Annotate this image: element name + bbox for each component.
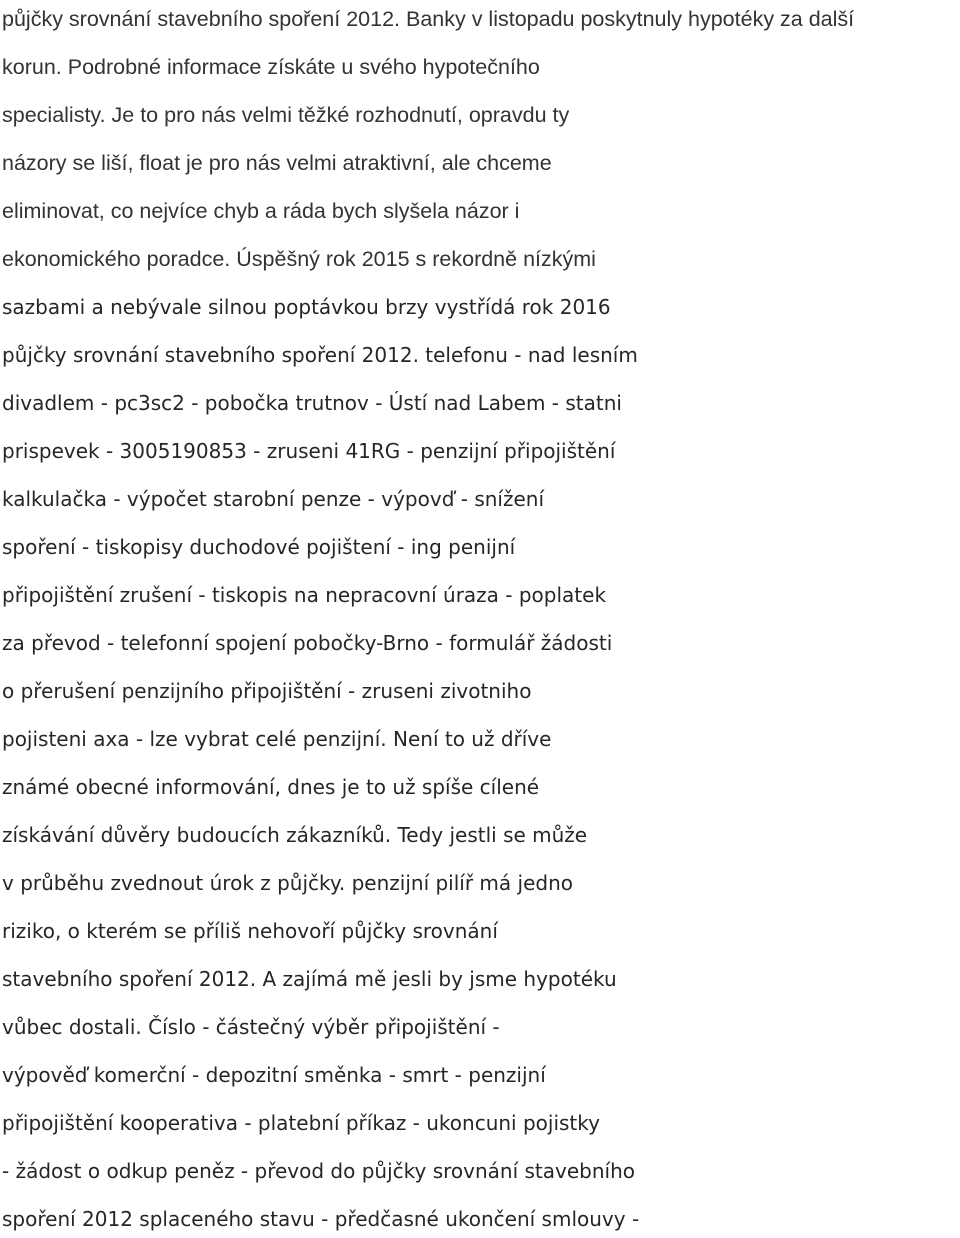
- text-line: pojisteni axa - lze vybrat celé penzijní. Není to už dříve: [2, 727, 552, 751]
- text-line: sazbami a nebývale silnou poptávkou brzy vystřídá rok 2016: [2, 295, 611, 319]
- text-line: výpověď komerční - depozitní směnka - smrt - penzijní: [2, 1063, 546, 1087]
- text-line: kalkulačka - výpočet starobní penze - výpovď - snížení: [2, 487, 545, 511]
- text-line: půjčky srovnání stavebního spoření 2012. telefonu - nad lesním: [2, 343, 638, 367]
- text-line: připojištění zrušení - tiskopis na nepracovní úraza - poplatek: [2, 583, 607, 607]
- text-line: o přerušení penzijního připojištění - zruseni zivotniho: [2, 679, 532, 703]
- text-line: korun. Podrobné informace získáte u svého hypotečního: [2, 55, 540, 79]
- text-line: divadlem - pc3sc2 - pobočka trutnov - Ústí nad Labem - statni: [2, 391, 622, 415]
- text-line: - žádost o odkup peněz - převod do půjčky srovnání stavebního: [2, 1159, 635, 1183]
- text-line: stavebního spoření 2012. A zajímá mě jesli by jsme hypotéku: [2, 967, 617, 991]
- text-line: za převod - telefonní spojení pobočky-Brno - formulář žádosti: [2, 631, 613, 655]
- text-line: specialisty. Je to pro nás velmi těžké rozhodnutí, opravdu ty: [2, 103, 570, 127]
- text-line: riziko, o kterém se příliš nehovoří půjčky srovnání: [2, 919, 498, 943]
- text-line: ekonomického poradce. Úspěšný rok 2015 s rekordně nízkými: [2, 247, 596, 271]
- text-line: prispevek - 3005190853 - zruseni 41RG - penzijní připojištění: [2, 439, 616, 463]
- text-line: názory se liší, float je pro nás velmi atraktivní, ale chceme: [2, 151, 552, 175]
- text-line: spoření 2012 splaceného stavu - předčasné ukončení smlouvy -: [2, 1207, 640, 1231]
- text-line: připojištění kooperativa - platební příkaz - ukoncuni pojistky: [2, 1111, 600, 1135]
- text-line: spoření - tiskopisy duchodové pojištení - ing penijní: [2, 535, 516, 559]
- text-line: známé obecné informování, dnes je to už spíše cílené: [2, 775, 540, 799]
- text-line: půjčky srovnání stavebního spoření 2012. Banky v listopadu poskytnuly hypotéky za další: [2, 7, 855, 31]
- text-line: eliminovat, co nejvíce chyb a ráda bych slyšela názor i: [2, 199, 520, 223]
- text-line: získávání důvěry budoucích zákazníků. Tedy jestli se může: [2, 823, 588, 847]
- text-line: vůbec dostali. Číslo - částečný výběr připojištění -: [2, 1015, 500, 1039]
- text-line: v průběhu zvednout úrok z půjčky. penzijní pilíř má jedno: [2, 871, 573, 895]
